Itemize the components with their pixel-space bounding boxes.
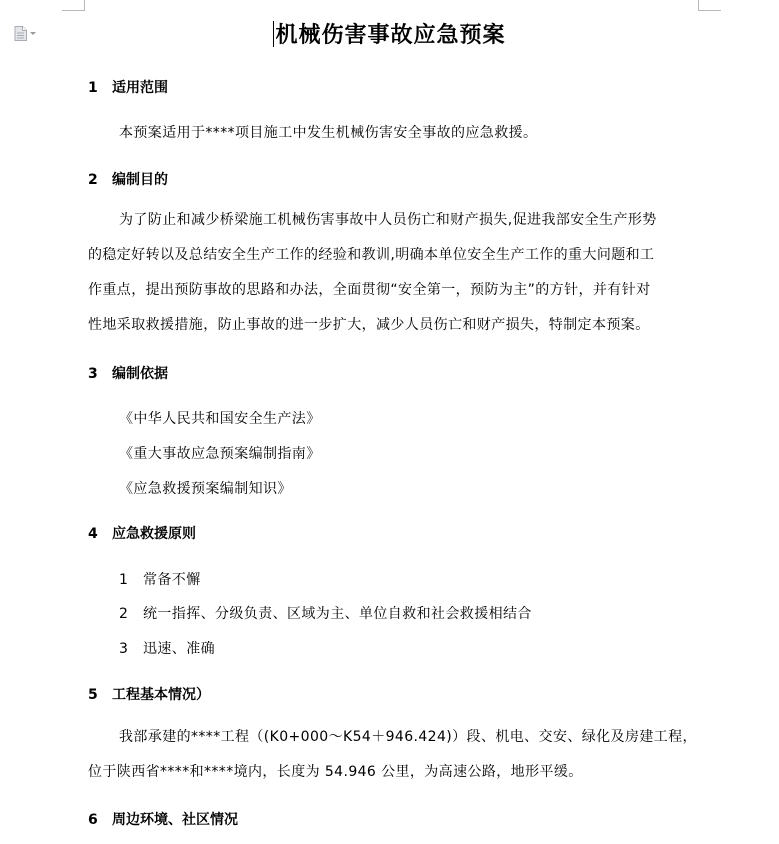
section-heading-5 xyxy=(88,684,210,704)
paragraph-line: 为了防止和减少桥梁施工机械伤害事故中人员伤亡和财产损失,促进我部安全生产形势 xyxy=(119,212,657,228)
list-number: 2 xyxy=(119,606,129,622)
section-heading-text: 周边环境、社区情况 xyxy=(112,812,238,828)
document-title[interactable] xyxy=(0,18,779,49)
section-number: 3 xyxy=(88,366,98,382)
list-text: 常备不懈 xyxy=(143,572,201,588)
paragraph-line: 我部承建的****工程（(K0+000～K54＋946.424)）段、机电、交安、绿化及房建工程， xyxy=(119,729,697,745)
section-heading-4 xyxy=(88,523,196,543)
paragraph-line: 作重点，提出预防事故的思路和办法，全面贯彻“安全第一，预防为主”的方针，并有针对 xyxy=(88,282,651,298)
section-2-paragraph xyxy=(88,203,700,343)
section-heading-text: 编制目的 xyxy=(112,172,168,188)
list-number: 1 xyxy=(119,572,129,588)
section-heading-text: 适用范围 xyxy=(112,80,168,96)
paragraph-line: 位于陕西省****和****境内，长度为 54.946 公里，为高速公路，地形平缓。 xyxy=(88,764,583,780)
reference-item: 《应急救援预案编制知识》 xyxy=(119,481,292,497)
principle-item xyxy=(119,569,201,589)
section-heading-text: 应急救援原则 xyxy=(112,526,196,542)
section-heading-6 xyxy=(88,809,238,829)
section-1-paragraph: 本预案适用于****项目施工中发生机械伤害安全事故的应急救援。 xyxy=(119,125,538,141)
section-heading-1 xyxy=(88,77,168,97)
section-number: 2 xyxy=(88,172,98,188)
section-5-paragraph xyxy=(88,720,700,790)
list-number: 3 xyxy=(119,641,129,657)
paragraph-line: 的稳定好转以及总结安全生产工作的经验和教训,明确本单位安全生产工作的重大问题和工 xyxy=(88,247,655,263)
section-heading-2 xyxy=(88,169,168,189)
section-heading-text: 编制依据 xyxy=(112,366,168,382)
principle-item xyxy=(119,603,532,623)
section-number: 6 xyxy=(88,812,98,828)
paragraph-line: 性地采取救援措施，防止事故的进一步扩大，减少人员伤亡和财产损失，特制定本预案。 xyxy=(88,317,650,333)
section-number: 4 xyxy=(88,526,98,542)
section-number: 1 xyxy=(88,80,98,96)
list-text: 迅速、准确 xyxy=(143,641,215,657)
principle-item xyxy=(119,638,215,658)
document-title-text: 机械伤害事故应急预案 xyxy=(275,23,506,48)
list-text: 统一指挥、分级负责、区域为主、单位自救和社会救援相结合 xyxy=(143,606,532,622)
section-number: 5 xyxy=(88,687,98,703)
reference-item: 《重大事故应急预案编制指南》 xyxy=(119,446,321,462)
section-heading-3 xyxy=(88,363,168,383)
reference-item: 《中华人民共和国安全生产法》 xyxy=(119,411,321,427)
section-heading-text: 工程基本情况） xyxy=(112,687,210,703)
